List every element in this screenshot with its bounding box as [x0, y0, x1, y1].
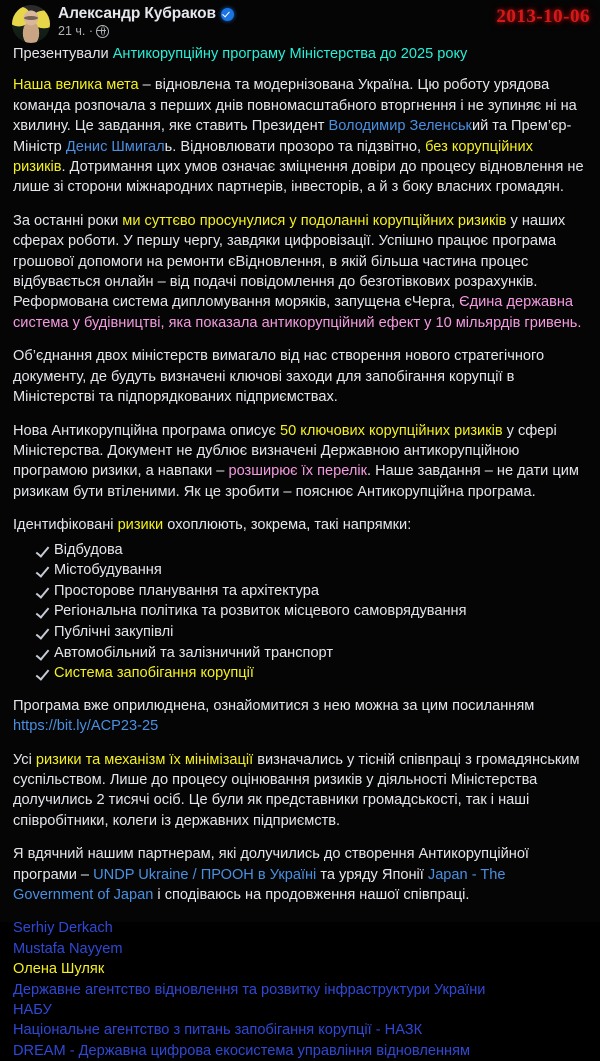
progress-highlight: ми суттєво просунулися у подоланні корупційних ризиків: [122, 212, 507, 229]
tagged-entities-list: [13, 918, 588, 1061]
mention-label[interactable]: Державне агентство відновлення та розвитку інфраструктури України: [13, 981, 486, 998]
list-item: [35, 663, 588, 684]
published-text: Програма вже оприлюднена, ознайомитися з нею можна за цим посиланням: [13, 697, 535, 714]
verified-badge-icon: [221, 8, 234, 21]
paragraph-published: [13, 696, 588, 737]
paragraph-merger: Об’єднання двох міністерств вимагало від нас створення нового стратегічного документу, де будуть визначені ключові заходи для запобігання корупції в Міністерстві та підпорядкованих підприємствах.: [13, 348, 545, 406]
identified-text-2: охоплюють, зокрема, такі напрямки:: [163, 517, 412, 534]
avatar[interactable]: [12, 5, 50, 43]
author-name[interactable]: Александр Кубраков: [58, 5, 216, 22]
program-text-1: Нова Антикорупційна програма описує: [13, 422, 281, 439]
globe-icon: [96, 25, 109, 38]
post-timestamp[interactable]: 21 ч. ·: [58, 24, 93, 38]
check-icon: [35, 585, 48, 598]
timestamp-row: [58, 24, 234, 39]
check-icon: [35, 647, 48, 660]
checklist-label: Відбудова: [54, 541, 123, 558]
mention-shmyhal[interactable]: Денис Шмигал: [65, 138, 165, 155]
paragraph-partners: [13, 844, 588, 905]
list-item: [35, 601, 588, 622]
paragraph-intro: [13, 44, 588, 64]
identified-text-1: Ідентифіковані: [13, 517, 118, 534]
partners-text-2: та уряду Японії: [316, 866, 428, 883]
goal-highlight: Наша велика мета: [13, 77, 139, 94]
progress-text-2: у наших сферах роботи. У першу чергу, завдяки цифровізації. Успішно працює програма грошової допомоги на ремонти єВідновлення, в якій більша частина процес відбувається онлайн – від подачі повідомлення до безготівкових розрахунків. Реформована система дипломування моряків, запущена єЧерга,: [13, 212, 566, 311]
partners-text-3: і сподіваюсь на продовження нашої співпраці.: [153, 886, 470, 903]
list-item: [35, 560, 588, 581]
checklist-label: Автомобільний та залізничний транспорт: [54, 644, 334, 661]
cooperation-highlight: ризики та механізм їх мінімізації: [35, 751, 254, 768]
list-item: [35, 540, 588, 561]
checklist-label: Система запобігання корупції: [54, 665, 254, 682]
paragraph-program: [13, 421, 588, 503]
paragraph-identified: [13, 515, 588, 535]
datestamp-overlay: 2013-10-06: [496, 6, 590, 27]
mention-label[interactable]: Національне агентство з питань запобігання корупції - НАЗК: [13, 1022, 423, 1039]
intro-highlight: Антикорупційну програму Міністерства до 2025 року: [112, 46, 468, 62]
mention-label[interactable]: Олена Шуляк: [13, 961, 105, 978]
goal-text-2: ий та Прем’єр-Міністр: [13, 118, 572, 155]
post-meta: [58, 4, 234, 39]
paragraph-progress: [13, 211, 588, 333]
goal-text-3: ь. Відновлювати прозоро та підзвітно,: [164, 138, 426, 155]
checklist-label: Публічні закупівлі: [54, 623, 174, 640]
list-item[interactable]: [13, 959, 588, 979]
check-icon: [35, 667, 48, 680]
cooperation-text-1: Усі: [13, 751, 36, 768]
mention-undp[interactable]: UNDP Ukraine / ПРООН в Україні: [93, 866, 317, 883]
paragraph-goal: [13, 75, 588, 197]
check-icon: [35, 564, 48, 577]
identified-highlight: ризики: [117, 517, 164, 534]
mention-japan-gov[interactable]: Japan - The Government of Japan: [13, 866, 506, 903]
checklist-label: Регіональна політика та розвиток місцевого самоврядування: [54, 603, 467, 620]
goal-text-1: – відновлена та модернізована Україна. Цю роботу урядова команда розпочала з перших днів повномасштабного вторгнення і не зупиняє ні на хвилину. Це завдання, яке ставить Президент: [13, 77, 577, 135]
check-icon: [35, 626, 48, 639]
check-icon: [35, 605, 48, 618]
list-item[interactable]: [13, 980, 588, 1000]
goal-highlight-2: без корупційних ризиків: [13, 138, 533, 176]
list-item[interactable]: [13, 1000, 588, 1020]
mention-label[interactable]: Mustafa Nayyem: [13, 940, 123, 957]
intro-text: Презентували: [13, 46, 113, 62]
mention-label[interactable]: Serhiy Derkach: [13, 920, 113, 937]
list-item[interactable]: [13, 1041, 588, 1061]
mention-label[interactable]: DREAM - Державна цифрова екосистема управління відновленням: [13, 1042, 471, 1059]
risk-areas-checklist: [13, 540, 588, 684]
checklist-label: Просторове планування та архітектура: [54, 582, 320, 599]
cooperation-text-2: визначались у тісній співпраці з громадянським суспільством. Лише до процесу оцінювання ризиків у діяльності Міністерства долучились 2 тисячі осіб. Це були як представники громадськості, так і наші співробітники, колеги із державних підприємств.: [13, 751, 580, 829]
list-item: [35, 643, 588, 664]
list-item: [35, 622, 588, 643]
mention-zelensky[interactable]: Володимир Зеленськ: [328, 118, 472, 135]
program-link[interactable]: https://bit.ly/ACP23-25: [13, 718, 159, 735]
post-header: [0, 0, 600, 44]
paragraph-cooperation: [13, 750, 588, 832]
mention-label[interactable]: НАБУ: [13, 1001, 52, 1018]
post-body: [0, 44, 600, 1061]
program-text-3: . Наше завдання – не дати цим ризикам бути втіленими. Як це зробити – пояснює Антикорупційна програма.: [13, 463, 579, 500]
check-icon: [35, 544, 48, 557]
progress-text-1: За останні роки: [13, 212, 123, 229]
author-row: [58, 5, 234, 23]
program-highlight-expand: розширює їх перелік: [228, 463, 367, 480]
goal-text-4: . Дотримання цих умов означає зміцнення довіри до процесу відновлення не лише зі сторони міжнародних партнерів, інвесторів, а й з боку власних громадян.: [13, 159, 584, 196]
list-item: [35, 581, 588, 602]
program-highlight-risks: 50 ключових корупційних ризиків: [280, 422, 503, 439]
list-item[interactable]: [13, 939, 588, 959]
partners-text-1: Я вдячний нашим партнерам, які долучились до створення Антикорупційної програми –: [13, 846, 529, 883]
list-item[interactable]: [13, 918, 588, 938]
program-text-2: у сфері Міністерства. Документ не дублює визначені Державною антикорупційною програмою ризики, а навпаки –: [13, 422, 557, 480]
progress-highlight-pink: Єдина державна система у будівництві, яка показала антикорупційний ефект у 10 мільярдів гривень.: [13, 294, 582, 331]
checklist-label: Містобудування: [54, 562, 162, 579]
list-item[interactable]: [13, 1020, 588, 1040]
